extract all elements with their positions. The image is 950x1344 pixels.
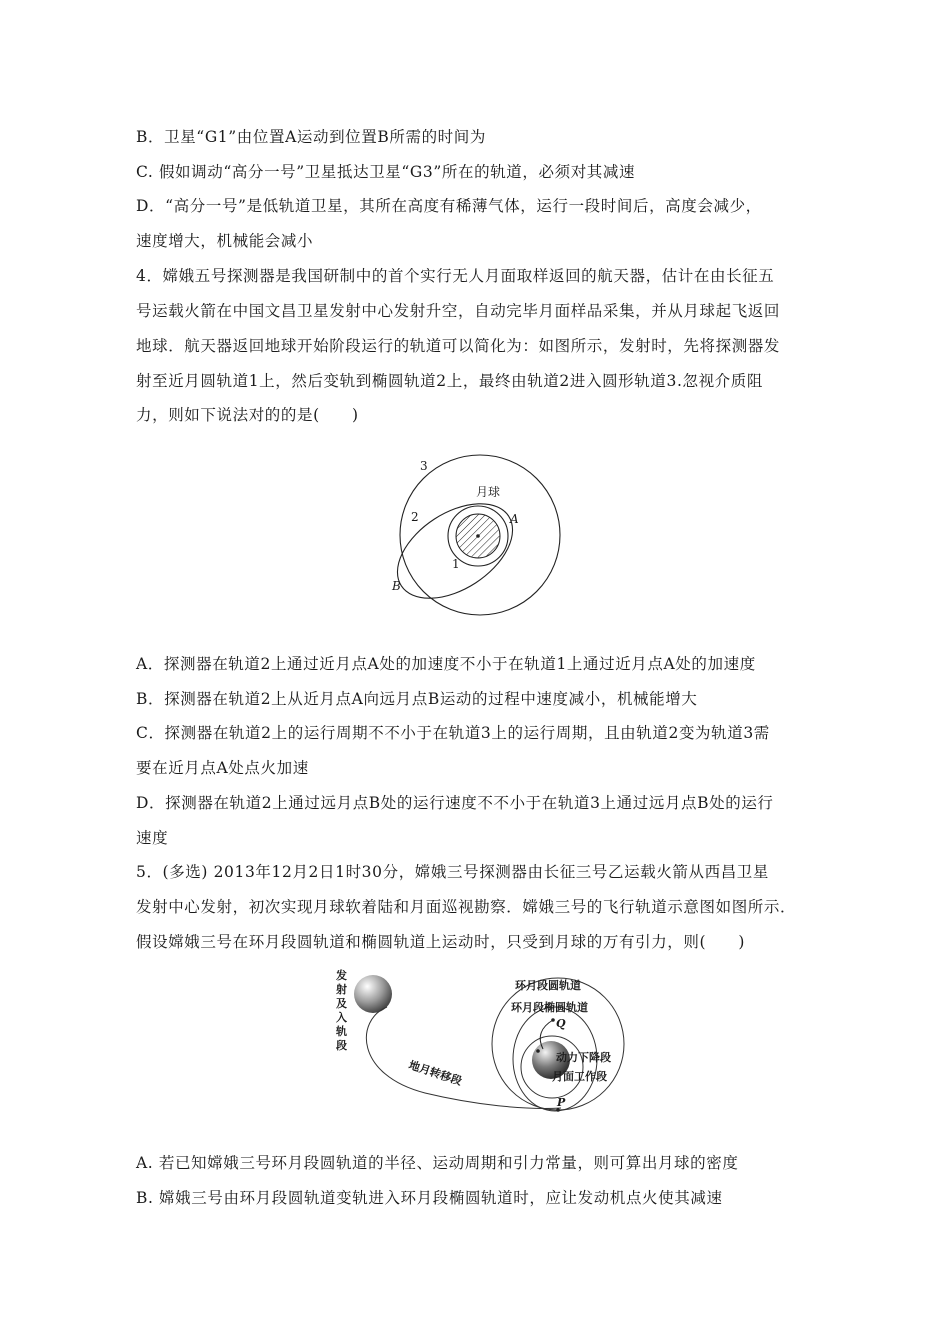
orbit-3-label: 3: [420, 459, 428, 473]
elliptic-orbit-label: 环月段椭圆轨道: [511, 1001, 588, 1014]
descent-label: 动力下降段: [556, 1051, 611, 1064]
moon-label: 月球: [476, 485, 501, 499]
launch-label-3: 及: [336, 997, 347, 1010]
orbit-1-label: 1: [452, 557, 460, 571]
launch-label-6: 段: [336, 1039, 347, 1052]
q5-option-b: B. 嫦娥三号由环月段圆轨道变轨进入环月段椭圆轨道时，应让发动机点火使其减速: [136, 1189, 723, 1207]
launch-label-1: 发: [336, 969, 347, 982]
q3-option-d-line2: 速度增大，机械能会减小: [136, 232, 314, 250]
launch-label-2: 射: [336, 983, 347, 996]
orbit-2-ellipse: [381, 484, 530, 617]
point-q-label: Q: [556, 1017, 566, 1030]
landing-dot: [536, 1049, 540, 1053]
launch-label-5: 轨: [336, 1025, 347, 1038]
q3-option-d-line1: D．“高分一号”是低轨道卫星，其所在高度有稀薄气体，运行一段时间后，高度会减少，: [136, 197, 762, 215]
q3-option-b: B．卫星“G1”由位置A运动到位置B所需的时间为: [136, 128, 486, 146]
q5-stem-line2: 发射中心发射，初次实现月球软着陆和月面巡视勘察．嫦娥三号的飞行轨道示意图如图所示．: [136, 898, 797, 916]
point-p-label: P: [557, 1096, 566, 1109]
q4-option-c-line1: C．探测器在轨道2上的运行周期不不小于在轨道3上的运行周期，且由轨道2变为轨道3需: [136, 724, 770, 742]
launch-label-4: 入: [336, 1011, 347, 1024]
q4-option-c-line2: 要在近月点A处点火加速: [136, 759, 309, 777]
transfer-label: 地月转移段: [407, 1058, 464, 1088]
moon-center-dot: [476, 534, 480, 538]
point-q-dot: [551, 1018, 555, 1022]
q4-stem-line1: 4．嫦娥五号探测器是我国研制中的首个实行无人月面取样返回的航天器，估计在由长征五: [136, 267, 775, 285]
transfer-trajectory: [366, 1007, 561, 1108]
q4-option-a: A．探测器在轨道2上通过近月点A处的加速度不小于在轨道1上通过近月点A处的加速度: [136, 655, 756, 673]
q4-stem-line5: 力，则如下说法对的的是( ): [136, 406, 359, 424]
q4-stem-line3: 地球．航天器返回地球开始阶段运行的轨道可以简化为：如图所示，发射时，先将探测器发: [136, 337, 781, 355]
q4-orbit-figure: [380, 450, 580, 626]
point-b-label: B: [392, 579, 401, 593]
orbit-2-label: 2: [411, 510, 419, 524]
q5-trajectory-figure: [325, 965, 645, 1123]
q5-stem-line1: 5．(多选) 2013年12月2日1时30分，嫦娥三号探测器由长征三号乙运载火箭从西昌卫星: [136, 863, 770, 881]
q3-option-c: C. 假如调动“高分一号”卫星抵达卫星“G3”所在的轨道，必须对其减速: [136, 163, 636, 181]
surface-label: 月面工作段: [552, 1070, 607, 1083]
q4-option-d-line1: D．探测器在轨道2上通过远月点B处的运行速度不不小于在轨道3上通过远月点B处的运行: [136, 794, 774, 812]
q5-option-a: A. 若已知嫦娥三号环月段圆轨道的半径、运动周期和引力常量，则可算出月球的密度: [136, 1154, 739, 1172]
point-a-label: A: [510, 512, 519, 526]
q4-option-b: B．探测器在轨道2上从近月点A向远月点B运动的过程中速度减小，机械能增大: [136, 690, 698, 708]
q4-option-d-line2: 速度: [136, 829, 169, 847]
q4-stem-line4: 射至近月圆轨道1上，然后变轨到椭圆轨道2上，最终由轨道2进入圆形轨道3.忽视介质阻: [136, 372, 763, 390]
circular-orbit-label: 环月段圆轨道: [515, 979, 581, 992]
q5-stem-line3: 假设嫦娥三号在环月段圆轨道和椭圆轨道上运动时，只受到月球的万有引力，则( ): [136, 933, 745, 951]
q4-stem-line2: 号运载火箭在中国文昌卫星发射中心发射升空，自动完毕月面样品采集，并从月球起飞返回: [136, 302, 781, 320]
